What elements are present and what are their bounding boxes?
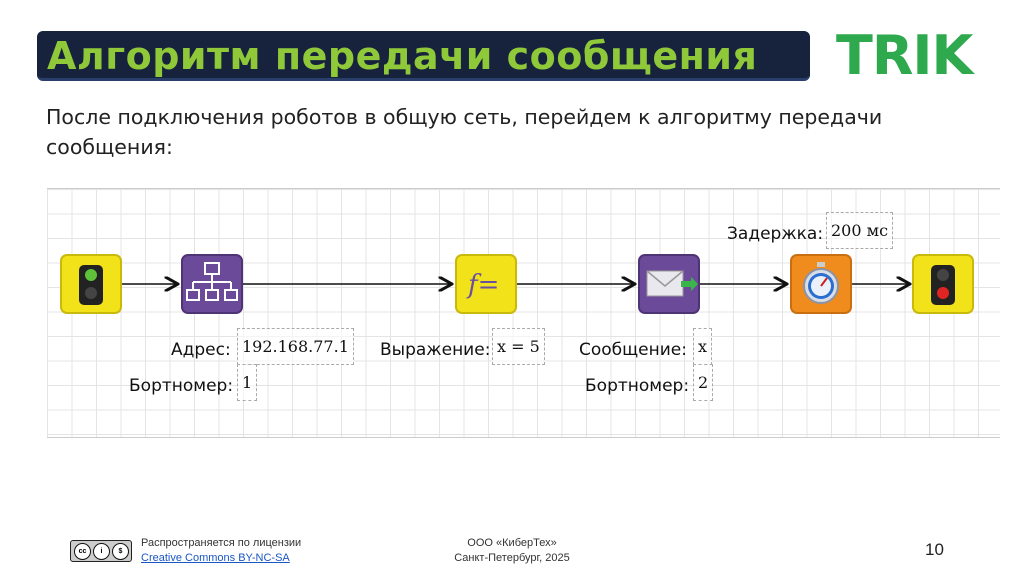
organization-info	[452, 536, 572, 566]
license-text: Распространяется по лицензии	[141, 537, 302, 549]
board-number-label-2: Бортномер:	[585, 376, 690, 396]
address-label: Адрес:	[171, 340, 231, 360]
timer-block[interactable]	[791, 255, 851, 313]
start-block[interactable]	[61, 255, 121, 313]
board-number-field-2[interactable]: 2	[693, 364, 713, 401]
trik-logo: TRIK	[836, 24, 973, 87]
algorithm-diagram	[47, 188, 1000, 438]
traffic-light-green-icon	[79, 265, 103, 305]
traffic-light-red-icon	[931, 265, 955, 305]
intro-text: После подключения роботов в общую сеть, перейдем к алгоритму передачи сообщения:	[46, 105, 883, 159]
expression-field[interactable]: x = 5	[492, 328, 545, 365]
title-bar	[37, 31, 810, 81]
org-name: ООО «КиберТех»	[467, 537, 557, 549]
message-block[interactable]	[639, 255, 699, 313]
message-field[interactable]: x	[693, 328, 712, 365]
page-number: 10	[925, 540, 944, 559]
network-block[interactable]	[182, 255, 242, 313]
board-number-field-1[interactable]: 1	[237, 364, 257, 401]
cc-license-badge: cc i $	[70, 540, 132, 562]
org-city-year: Санкт-Петербург, 2025	[454, 552, 570, 564]
expression-label: Выражение:	[380, 340, 491, 360]
delay-field[interactable]: 200 мс	[826, 212, 893, 249]
license-info	[141, 536, 301, 566]
delay-label: Задержка:	[727, 224, 824, 244]
board-number-label-1: Бортномер:	[129, 376, 234, 396]
slide-title: Алгоритм передачи сообщения	[47, 34, 758, 78]
message-label: Сообщение:	[579, 340, 687, 360]
address-field[interactable]: 192.168.77.1	[237, 328, 354, 365]
license-link[interactable]: Creative Commons BY-NC-SA	[141, 552, 290, 564]
end-block[interactable]	[913, 255, 973, 313]
function-icon: f=	[468, 270, 500, 300]
expression-block[interactable]	[456, 255, 516, 313]
